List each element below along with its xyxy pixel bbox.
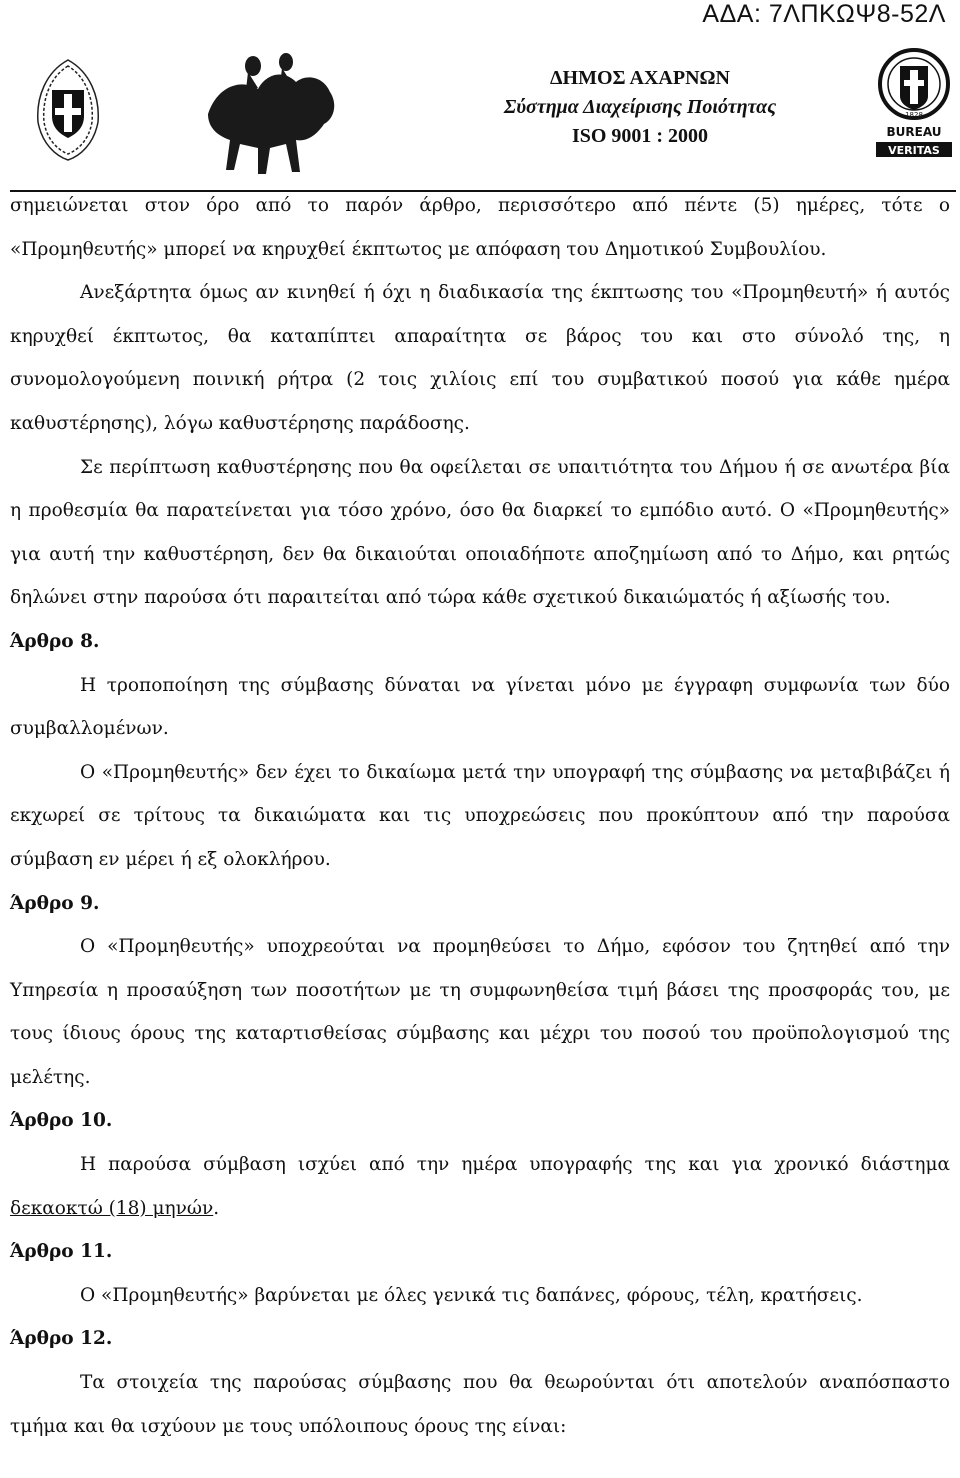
svg-text:1828: 1828	[905, 111, 923, 119]
duration-underlined: δεκαοκτώ (18) μηνών	[10, 1197, 214, 1219]
paragraph: Ο «Προμηθευτής» δεν έχει το δικαίωμα μετά την υπογραφή της σύμβασης να μεταβιβάζει ή εκχωρεί σε τρίτους τα δικαιώματα και τις υποχρεώσεις που προκύπτουν από την παρούσα σύμβαση εν μέρει ή εξ ολοκλήρου.	[10, 761, 950, 870]
quality-system-title: Σύστημα Διαχείρισης Ποιότητας	[503, 96, 777, 118]
svg-text:VERITAS: VERITAS	[888, 144, 940, 157]
ada-code: ΑΔΑ: 7ΛΠΚΩΨ8-52Λ	[702, 0, 946, 28]
greek-coat-of-arms-logo	[28, 52, 108, 162]
paragraph: Τα στοιχεία της παρούσας σύμβασης που θα θεωρούνται ότι αποτελούν αναπόσπαστο τμήμα και θα ισχύουν με τους υπόλοιπους όρους της είναι:	[10, 1372, 950, 1437]
article-heading: Άρθρο 12.	[10, 1328, 113, 1350]
iso-standard: ISO 9001 : 2000	[571, 125, 709, 147]
document-header	[10, 34, 956, 192]
paragraph: σημειώνεται στον όρο από το παρόν άρθρο, περισσότερο από πέντε (5) ημέρες, τότε ο «Προμηθευτής» μπορεί να κηρυχθεί έκπτωτος με απόφαση του Δημοτικού Συμβουλίου.	[10, 195, 950, 260]
paragraph: Ο «Προμηθευτής» υποχρεούται να προμηθεύσει το Δήμο, εφόσον του ζητηθεί από την Υπηρεσία η προσαύξηση των ποσοτήτων με τη συμφωνηθείσα τιμή βάσει της προσφοράς του, με τους ίδιους όρους της καταρτισθείσας σύμβασης και μέχρι του ποσού του προϋπολογισμού της μελέτης.	[10, 936, 950, 1088]
header-title-block	[390, 64, 890, 151]
bureau-veritas-logo	[872, 46, 956, 158]
paragraph: Ανεξάρτητα όμως αν κινηθεί ή όχι η διαδικασία της έκπτωσης του «Προμηθευτή» ή αυτός κηρυχθεί έκπτωτος, θα καταπίπτει απαραίτητα σε βάρος του και στο σύνολό της, η συνομολογούμενη ποινική ρήτρα (2 τοις χιλίοις επί του συμβατικού ποσού για κάθε ημέρα καθυστέρησης), λόγω καθυστέρησης παράδοσης.	[10, 282, 950, 434]
paragraph	[10, 1143, 950, 1230]
article-heading: Άρθρο 9.	[10, 892, 100, 914]
article-heading: Άρθρο 10.	[10, 1110, 113, 1132]
document-body	[10, 184, 950, 1448]
article-heading: Άρθρο 8.	[10, 630, 100, 652]
svg-text:BUREAU: BUREAU	[886, 125, 942, 139]
horses-statue-logo	[188, 44, 348, 179]
paragraph: Η τροποποίηση της σύμβασης δύναται να γίνεται μόνο με έγγραφη συμφωνία των δύο συμβαλλομένων.	[10, 674, 950, 740]
paragraph-text: Η παρούσα σύμβαση ισχύει από την ημέρα υπογραφής της και για χρονικό διάστημα	[80, 1154, 950, 1176]
paragraph: Ο «Προμηθευτής» βαρύνεται με όλες γενικά τις δαπάνες, φόρους, τέλη, κρατήσεις.	[80, 1284, 863, 1306]
paragraph: Σε περίπτωση καθυστέρησης που θα οφείλεται σε υπαιτιότητα του Δήμου ή σε ανωτέρα βία η προθεσμία θα παρατείνεται για τόσο χρόνο, όσο θα διαρκεί το εμπόδιο αυτό. Ο «Προμηθευτής» για αυτή την καθυστέρηση, δεν θα δικαιούται οποιαδήποτε αποζημίωση από το Δήμο, και ρητώς δηλώνει στην παρούσα ότι παραιτείται από τώρα κάθε σχετικού δικαιώματός ή αξίωσής του.	[10, 456, 950, 609]
municipality-name: ΔΗΜΟΣ ΑΧΑΡΝΩΝ	[550, 67, 730, 89]
article-heading: Άρθρο 11.	[10, 1241, 113, 1263]
paragraph-end: .	[213, 1197, 220, 1219]
